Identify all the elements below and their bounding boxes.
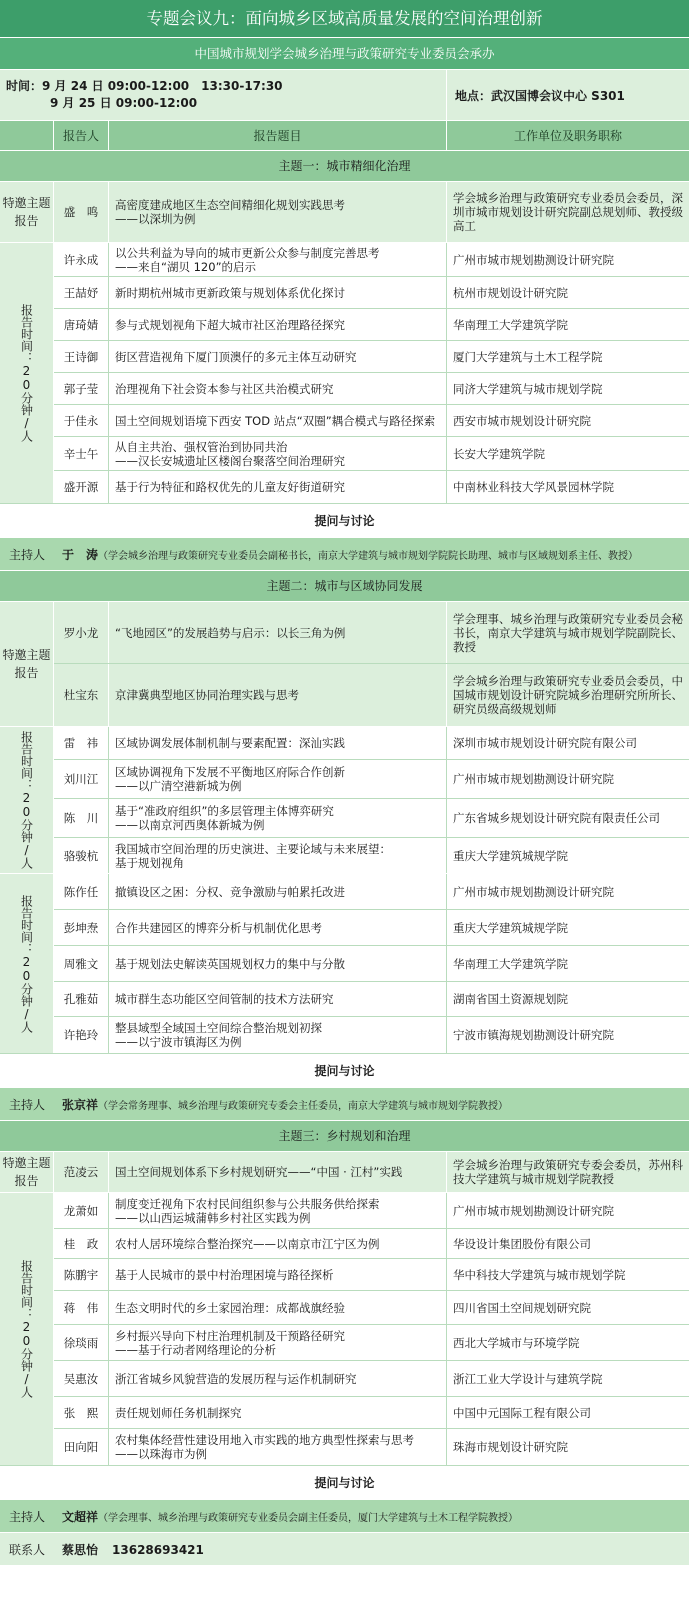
- header-speaker: 报告人: [54, 121, 109, 150]
- speaker-affiliation: 学会城乡治理与政策研究专业委员会委员，中国城市规划设计研究院城乡治理研究所所长、研究员级高级规划师: [453, 674, 683, 716]
- report-row: [54, 727, 689, 760]
- report-topic: 整县域型全域国土空间综合整治规划初探 ——以宁波市镇海区为例: [109, 1017, 447, 1053]
- theme-title: 主题三：乡村规划和治理: [0, 1120, 689, 1151]
- report-topic: 国土空间规划体系下乡村规划研究——“中国 · 江村”实践: [109, 1152, 447, 1192]
- report-row: [54, 1397, 689, 1429]
- report-row: [54, 760, 689, 799]
- time-line-1: 9 月 24 日 09:00-12:00 13:30-17:30: [42, 79, 283, 93]
- report-row: [54, 874, 689, 910]
- host-name: 张京祥: [62, 1097, 99, 1112]
- report-topic: 撤镇设区之困：分权、竞争激励与帕累托改进: [109, 874, 447, 909]
- speaker-name: 许永成: [54, 243, 109, 276]
- block-label: 特邀主题报告: [0, 182, 54, 242]
- regular-reports-block: [0, 726, 689, 873]
- report-topic: 责任规划师任务机制探究: [109, 1397, 447, 1428]
- report-topic: 生态文明时代的乡土家园治理：成都战旗经验: [109, 1291, 447, 1324]
- report-row: [54, 982, 689, 1017]
- speaker-affiliation: 中南林业科技大学风景园林学院: [453, 480, 614, 494]
- speaker-affiliation: 华南理工大学建筑学院: [453, 317, 568, 332]
- speaker-affiliation: 华设设计集团股份有限公司: [453, 1236, 591, 1251]
- block-label: 报告时间：20分钟/人: [0, 243, 54, 503]
- speaker-name: 龙萧如: [54, 1193, 109, 1228]
- speaker-affiliation: 中国中元国际工程有限公司: [453, 1405, 591, 1420]
- report-topic: “飞地园区”的发展趋势与启示：以长三角为例: [109, 602, 447, 663]
- speaker-name: 王诗御: [54, 341, 109, 372]
- speaker-affiliation: 华中科技大学建筑与城市规划学院: [453, 1267, 626, 1282]
- block-rows: [54, 602, 689, 726]
- report-topic: 区域协调视角下发展不平衡地区府际合作创新 ——以广清空港新城为例: [109, 760, 447, 798]
- report-row: [54, 946, 689, 982]
- block-rows: [54, 1193, 689, 1465]
- block-label: 报告时间：20分钟/人: [0, 874, 54, 1053]
- host-row: [0, 1087, 689, 1120]
- contact-row: [0, 1532, 689, 1565]
- discussion-label: 提问与讨论: [0, 1465, 689, 1499]
- speaker-affiliation: 珠海市规划设计研究院: [453, 1440, 568, 1454]
- header-blank: [0, 121, 54, 150]
- speaker-name: 陈 川: [54, 799, 109, 837]
- report-row: [54, 1259, 689, 1291]
- report-row: [54, 471, 689, 503]
- speaker-name: 桂 政: [54, 1229, 109, 1258]
- speaker-name: 郭子莹: [54, 373, 109, 404]
- speaker-name: 田向阳: [54, 1429, 109, 1465]
- report-topic: 区域协调发展体制机制与要素配置：深汕实践: [109, 727, 447, 759]
- host-row: [0, 1499, 689, 1532]
- theme-title: 主题二：城市与区域协同发展: [0, 570, 689, 601]
- report-row: [54, 373, 689, 405]
- discussion-label: 提问与讨论: [0, 1053, 689, 1087]
- time-line-2: 9 月 25 日 09:00-12:00: [50, 96, 198, 110]
- report-row: [54, 182, 689, 242]
- speaker-name: 孔雅茹: [54, 982, 109, 1016]
- contact-phone: 13628693421: [112, 1542, 204, 1557]
- block-label: 特邀主题报告: [0, 1152, 54, 1192]
- host-name: 文超祥: [62, 1509, 99, 1524]
- speaker-name: 刘川江: [54, 760, 109, 798]
- report-row: [54, 309, 689, 341]
- keynote-block: [0, 601, 689, 726]
- speaker-name: 唐琦婧: [54, 309, 109, 340]
- report-topic: 街区营造视角下厦门顶澳仔的多元主体互动研究: [109, 341, 447, 372]
- host-description: （学会城乡治理与政策研究专业委员会副秘书长，南京大学建筑与城市规划学院院长助理、城市与区域规划系主任、教授）: [98, 550, 639, 562]
- report-topic: 高密度建成地区生态空间精细化规划实践思考 ——以深圳为例: [109, 182, 447, 242]
- host-label: 主持人: [8, 1509, 45, 1524]
- regular-reports-block: [0, 873, 689, 1053]
- report-topic: 国土空间规划语境下西安 TOD 站点“双圈”耦合模式与路径探索: [109, 405, 447, 436]
- regular-reports-block: [0, 1192, 689, 1465]
- speaker-affiliation: 浙江工业大学设计与建筑学院: [453, 1371, 603, 1386]
- speaker-affiliation: 学会理事、城乡治理与政策研究专业委员会秘书长，南京大学建筑与城市规划学院副院长、教授: [453, 611, 683, 654]
- host-label: 主持人: [8, 1097, 45, 1112]
- host-description: （学会常务理事、城乡治理与政策研究专委会主任委员，南京大学建筑与城市规划学院教授）: [98, 1100, 509, 1112]
- report-topic: 制度变迁视角下农村民间组织参与公共服务供给探索 ——以山西运城蒲韩乡村社区实践为例: [109, 1193, 447, 1228]
- report-row: [54, 664, 689, 726]
- time-label: 时间：: [6, 79, 43, 93]
- block-label: 报告时间：20分钟/人: [0, 1193, 54, 1465]
- report-row: [54, 243, 689, 277]
- speaker-name: 骆骏杭: [54, 838, 109, 873]
- report-topic: 城市群生态功能区空间管制的技术方法研究: [109, 982, 447, 1016]
- report-topic: 以公共利益为导向的城市更新公众参与制度完善思考 ——来自“湖贝 120”的启示: [109, 243, 447, 276]
- speaker-name: 张 熙: [54, 1397, 109, 1428]
- report-row: [54, 1429, 689, 1465]
- block-label: 特邀主题报告: [0, 602, 54, 726]
- report-row: [54, 277, 689, 309]
- speaker-affiliation: 学会城乡治理与政策研究专业委员会委员，深圳市城市规划设计研究院副总规划师、教授级高工: [453, 191, 683, 233]
- speaker-affiliation: 四川省国土空间规划研究院: [453, 1300, 591, 1315]
- speaker-affiliation: 长安大学建筑学院: [453, 446, 545, 461]
- report-topic: 合作共建园区的博弈分析与机制优化思考: [109, 910, 447, 945]
- speaker-affiliation: 广州市城市规划勘测设计研究院: [453, 252, 614, 267]
- regular-reports-block: [0, 242, 689, 503]
- speaker-name: 于佳永: [54, 405, 109, 436]
- speaker-affiliation: 湖南省国土资源规划院: [453, 992, 568, 1006]
- report-topic: 新时期杭州城市更新政策与规划体系优化探讨: [109, 277, 447, 308]
- host-name: 于 涛: [62, 547, 99, 562]
- report-row: [54, 799, 689, 838]
- block-rows: [54, 1152, 689, 1192]
- speaker-affiliation: 宁波市镇海规划勘测设计研究院: [453, 1028, 614, 1042]
- speaker-affiliation: 深圳市城市规划设计研究院有限公司: [453, 736, 637, 750]
- session-time: [0, 70, 447, 120]
- speaker-name: 雷 祎: [54, 727, 109, 759]
- keynote-block: [0, 1151, 689, 1192]
- page-title: 专题会议九：面向城乡区域高质量发展的空间治理创新: [0, 0, 689, 37]
- report-row: [54, 1229, 689, 1259]
- report-topic: 从自主共治、强权管治到协同共治 ——汉长安城遗址区楼阁台聚落空间治理研究: [109, 437, 447, 470]
- report-topic: 治理视角下社会资本参与社区共治模式研究: [109, 373, 447, 404]
- report-topic: 浙江省城乡风貌营造的发展历程与运作机制研究: [109, 1361, 447, 1396]
- themes-container: [0, 150, 689, 1532]
- report-row: [54, 602, 689, 664]
- speaker-name: 范凌云: [54, 1152, 109, 1192]
- speaker-affiliation: 华南理工大学建筑学院: [453, 956, 568, 971]
- report-row: [54, 910, 689, 946]
- block-rows: [54, 243, 689, 503]
- speaker-name: 陈鹏宇: [54, 1259, 109, 1290]
- report-topic: 基于人民城市的景中村治理困境与路径探析: [109, 1259, 447, 1290]
- speaker-affiliation: 杭州市规划设计研究院: [453, 285, 568, 300]
- host-label: 主持人: [8, 547, 45, 562]
- report-topic: 基于行为特征和路权优先的儿童友好街道研究: [109, 471, 447, 503]
- speaker-affiliation: 学会城乡治理与政策研究专委会委员，苏州科技大学建筑与城市规划学院教授: [453, 1158, 683, 1186]
- report-row: [54, 1361, 689, 1397]
- block-rows: [54, 874, 689, 1053]
- table-header: [0, 120, 689, 150]
- speaker-name: 吴惠汝: [54, 1361, 109, 1396]
- discussion-label: 提问与讨论: [0, 503, 689, 537]
- speaker-name: 周雅文: [54, 946, 109, 981]
- report-topic: 基于规划法史解读英国规划权力的集中与分散: [109, 946, 447, 981]
- report-row: [54, 437, 689, 471]
- speaker-name: 许艳玲: [54, 1017, 109, 1053]
- speaker-affiliation: 广州市城市规划勘测设计研究院: [453, 772, 614, 786]
- speaker-affiliation: 广州市城市规划勘测设计研究院: [453, 884, 614, 899]
- speaker-name: 彭坤焘: [54, 910, 109, 945]
- speaker-name: 蒋 伟: [54, 1291, 109, 1324]
- speaker-affiliation: 重庆大学建筑城规学院: [453, 920, 568, 935]
- report-row: [54, 1017, 689, 1053]
- speaker-name: 辛士午: [54, 437, 109, 470]
- speaker-affiliation: 西安市城市规划设计研究院: [453, 413, 591, 428]
- speaker-name: 王喆妤: [54, 277, 109, 308]
- block-label: 报告时间：20分钟/人: [0, 727, 54, 873]
- report-row: [54, 1152, 689, 1192]
- report-topic: 参与式规划视角下超大城市社区治理路径探究: [109, 309, 447, 340]
- report-topic: 乡村振兴导向下村庄治理机制及干预路径研究 ——基于行动者网络理论的分析: [109, 1325, 447, 1360]
- time-venue-row: [0, 69, 689, 120]
- speaker-affiliation: 同济大学建筑与城市规划学院: [453, 381, 603, 396]
- report-row: [54, 1291, 689, 1325]
- speaker-affiliation: 厦门大学建筑与土木工程学院: [453, 349, 603, 364]
- keynote-block: [0, 181, 689, 242]
- contact-info: [54, 1541, 218, 1558]
- block-rows: [54, 727, 689, 873]
- speaker-name: 盛 鸣: [54, 182, 109, 242]
- report-row: [54, 405, 689, 437]
- session-venue: 地点：武汉国博会议中心 S301: [455, 88, 625, 103]
- speaker-name: 陈作任: [54, 874, 109, 909]
- contact-name: 蔡思怡: [62, 1542, 99, 1557]
- report-topic: 农村人居环境综合整治探究——以南京市江宁区为例: [109, 1229, 447, 1258]
- block-rows: [54, 182, 689, 242]
- speaker-name: 杜宝东: [54, 664, 109, 726]
- host-description: （学会理事、城乡治理与政策研究专业委员会副主任委员，厦门大学建筑与土木工程学院教授）: [98, 1512, 519, 1524]
- speaker-affiliation: 广东省城乡规划设计研究院有限责任公司: [453, 811, 660, 825]
- host-row: [0, 537, 689, 570]
- report-row: [54, 1325, 689, 1361]
- header-topic: 报告题目: [109, 121, 447, 150]
- report-row: [54, 838, 689, 873]
- speaker-affiliation: 广州市城市规划勘测设计研究院: [453, 1203, 614, 1218]
- report-topic: 农村集体经营性建设用地入市实践的地方典型性探索与思考 ——以珠海市为例: [109, 1429, 447, 1465]
- report-row: [54, 1193, 689, 1229]
- speaker-name: 罗小龙: [54, 602, 109, 663]
- report-row: [54, 341, 689, 373]
- speaker-name: 盛开源: [54, 471, 109, 503]
- speaker-affiliation: 重庆大学建筑城规学院: [453, 848, 568, 863]
- header-affiliation: 工作单位及职务职称: [513, 129, 622, 143]
- speaker-affiliation: 西北大学城市与环境学院: [453, 1335, 580, 1350]
- report-topic: 京津冀典型地区协同治理实践与思考: [109, 664, 447, 726]
- report-topic: 我国城市空间治理的历史演进、主要论域与未来展望： 基于规划视角: [109, 838, 447, 873]
- speaker-name: 徐琰雨: [54, 1325, 109, 1360]
- theme-title: 主题一：城市精细化治理: [0, 150, 689, 181]
- report-topic: 基于“准政府组织”的多层管理主体博弈研究 ——以南京河西奥体新城为例: [109, 799, 447, 837]
- contact-label: 联系人: [8, 1542, 45, 1557]
- organizer-line: 中国城市规划学会城乡治理与政策研究专业委员会承办: [0, 37, 689, 69]
